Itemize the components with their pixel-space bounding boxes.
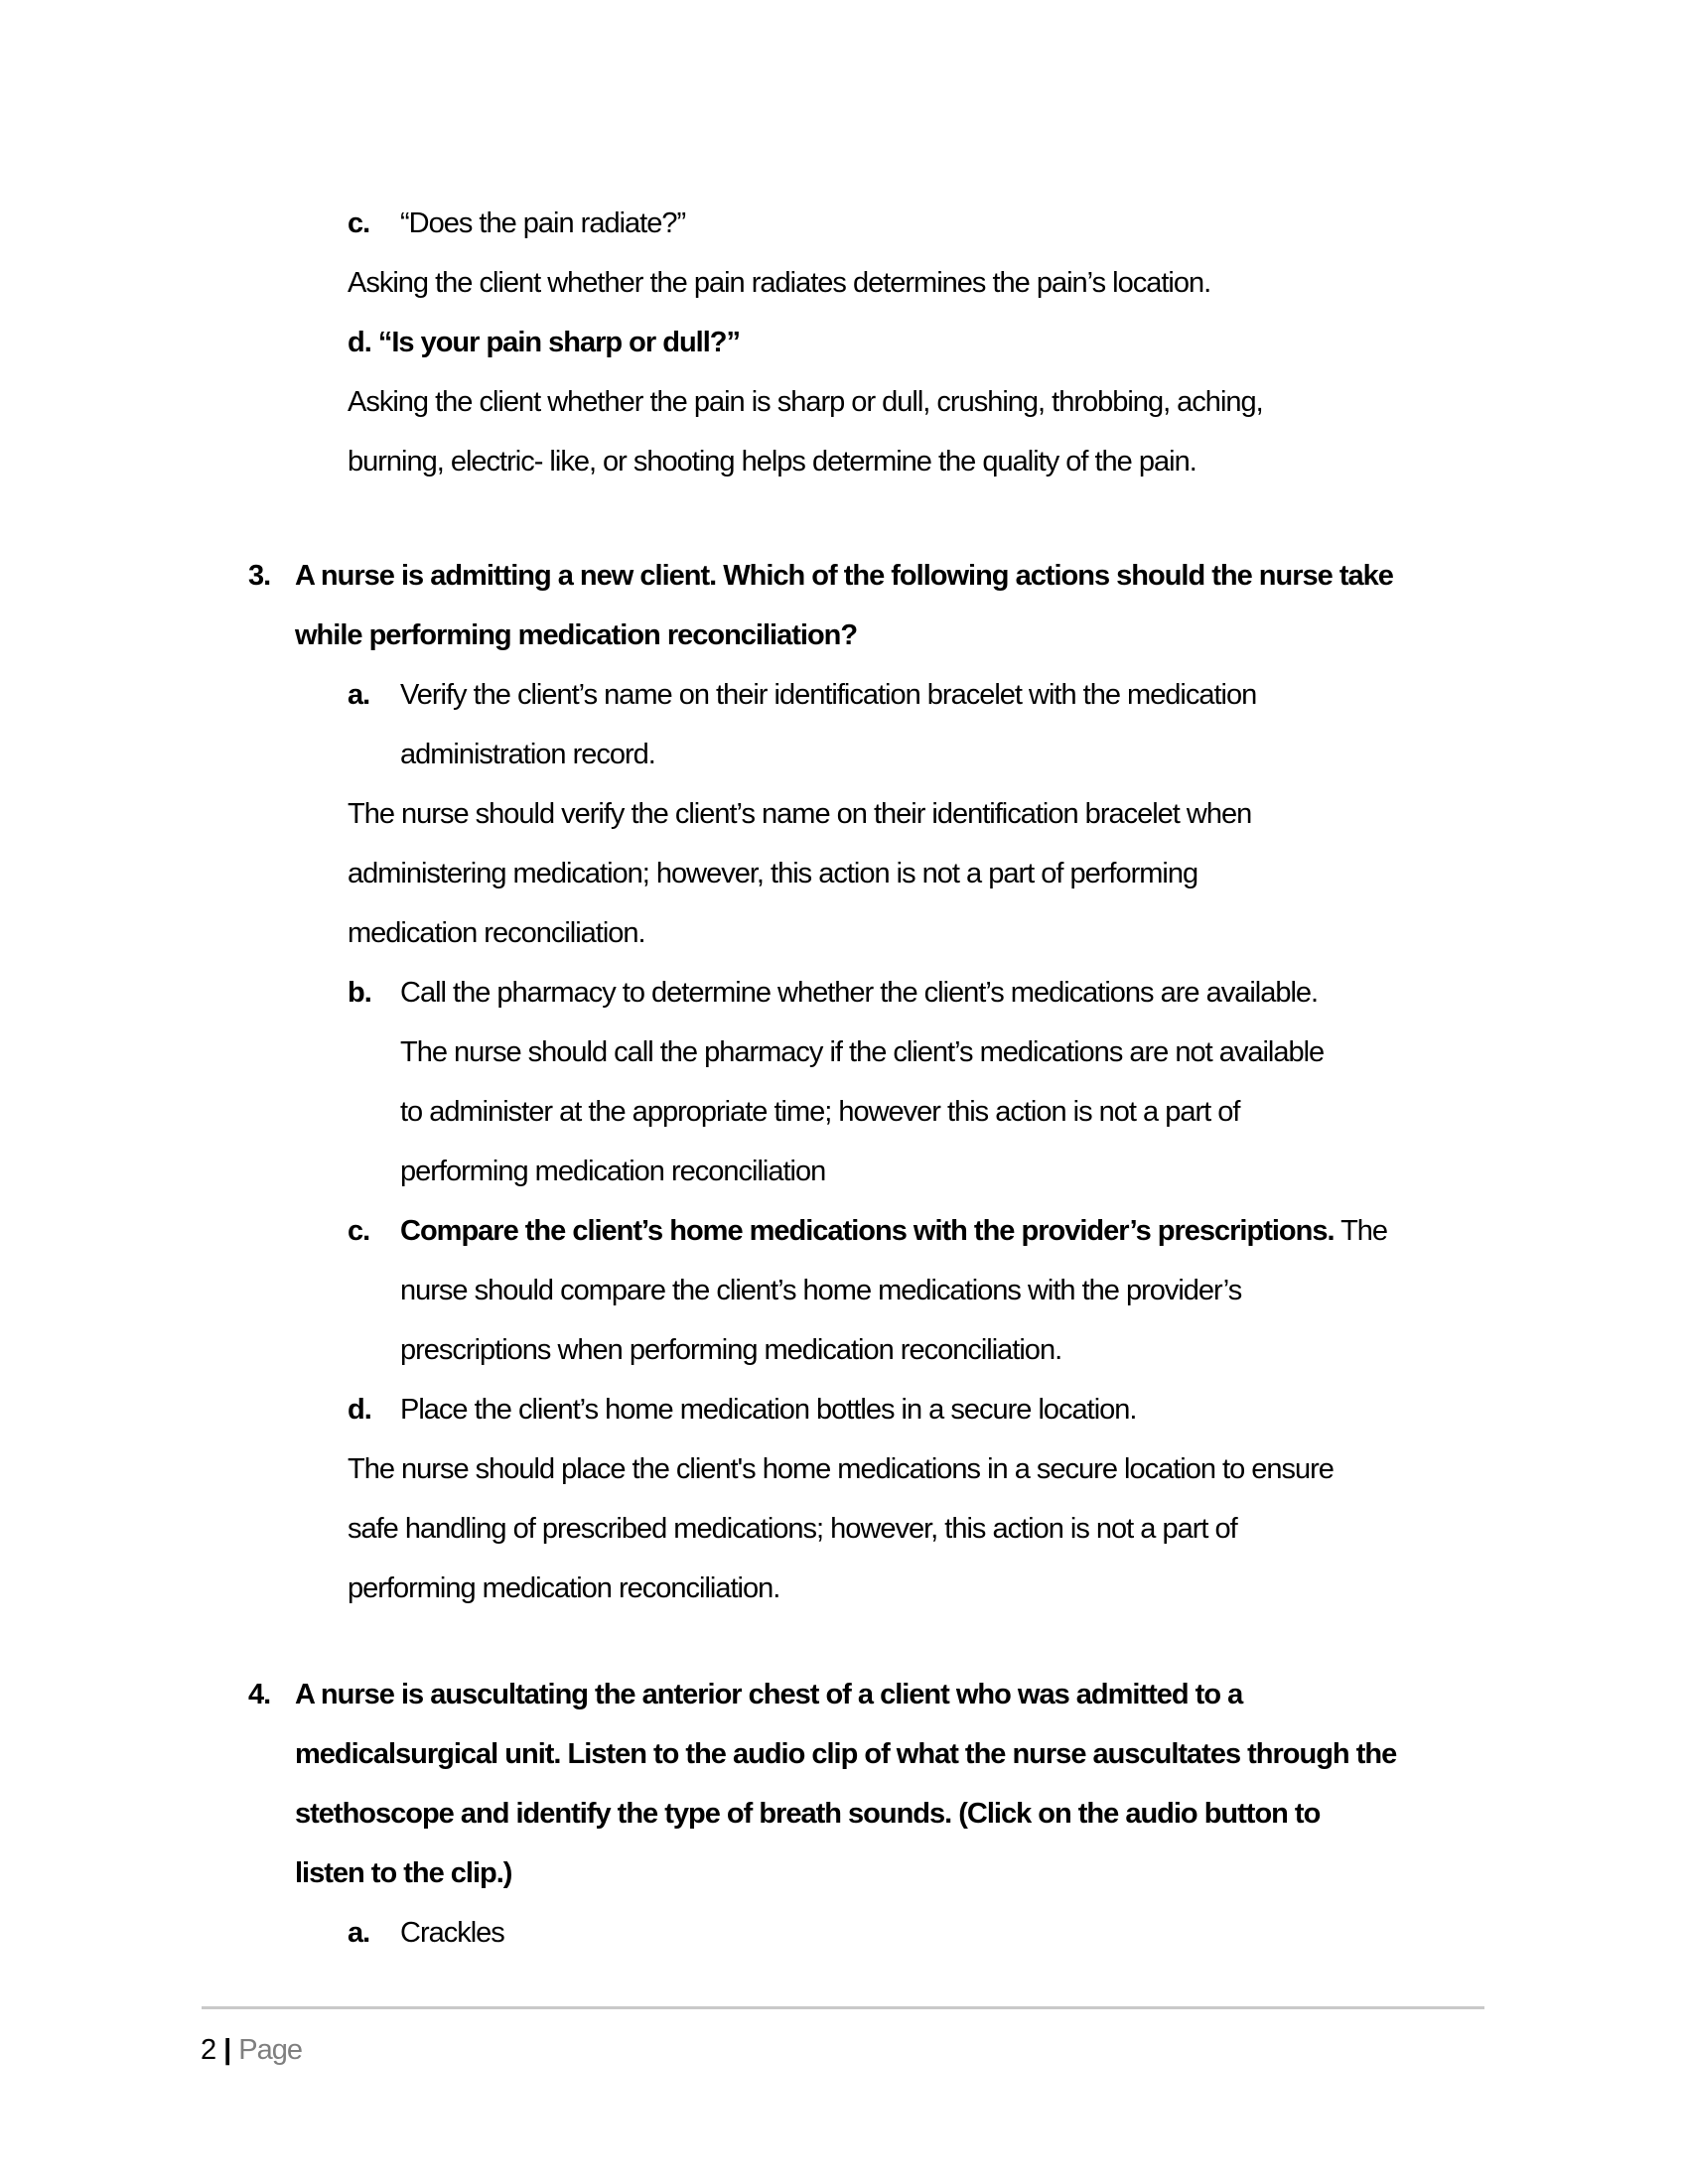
doc-text: administration record. [400, 739, 655, 770]
doc-line [348, 1903, 504, 1963]
doc-line [400, 1023, 1324, 1082]
doc-text: administering medication; however, this action is not a part of performing [348, 858, 1198, 889]
doc-line [348, 844, 1197, 903]
doc-tab-text [295, 546, 1393, 606]
doc-text-bold: Compare the client’s home medications with the provider’s prescriptions. [400, 1215, 1335, 1247]
doc-line [400, 1082, 1239, 1142]
doc-text: medication reconciliation. [348, 917, 645, 949]
doc-text-bold: a. [348, 1917, 370, 1949]
doc-line [348, 665, 1257, 725]
doc-text: Asking the client whether the pain is sharp or dull, crushing, throbbing, aching, [348, 386, 1263, 418]
doc-text-bold: listen to the clip.) [295, 1857, 512, 1889]
doc-text-bold: c. [348, 1215, 370, 1247]
doc-text-bold: 3. [248, 560, 271, 592]
doc-text-bold: b. [348, 977, 371, 1009]
page-footer [201, 2020, 302, 2080]
doc-text-bold: d. “Is your pain sharp or dull?” [348, 327, 740, 358]
doc-tab-text [295, 1665, 1242, 1724]
doc-text: Place the client’s home medication bottles in a secure location. [400, 1394, 1137, 1426]
doc-line [348, 313, 740, 372]
doc-text: performing medication reconciliation [400, 1156, 826, 1187]
footer-page-label: Page [238, 2034, 302, 2066]
doc-line [348, 1380, 1137, 1439]
doc-line [400, 1320, 1061, 1380]
doc-line [295, 606, 857, 665]
doc-text-bold: A nurse is auscultating the anterior chest of a client who was admitted to a [295, 1679, 1243, 1710]
doc-text: prescriptions when performing medication reconciliation. [400, 1334, 1062, 1366]
doc-line [248, 1665, 1243, 1724]
doc-text: The [1334, 1215, 1388, 1247]
doc-text-bold: stethoscope and identify the type of breath sounds. (Click on the audio button to [295, 1798, 1321, 1830]
doc-text-bold: medicalsurgical unit. Listen to the audio clip of what the nurse auscultates through the [295, 1738, 1397, 1770]
doc-text: Crackles [400, 1917, 504, 1949]
doc-text: safe handling of prescribed medications; however, this action is not a part of [348, 1513, 1237, 1545]
doc-line [348, 1499, 1237, 1559]
doc-text: nurse should compare the client’s home medications with the provider’s [400, 1275, 1242, 1306]
footer-separator: | [223, 2034, 231, 2066]
doc-line [348, 784, 1251, 844]
doc-line [348, 253, 1210, 313]
doc-text-bold: a. [348, 679, 370, 711]
doc-line [348, 372, 1263, 432]
doc-line [348, 1439, 1334, 1499]
doc-line [295, 1724, 1396, 1784]
doc-line [295, 1784, 1320, 1843]
doc-tab-text [400, 665, 1256, 725]
doc-text-bold: d. [348, 1394, 371, 1426]
doc-tab-text [400, 963, 1318, 1023]
doc-line [295, 1843, 511, 1903]
doc-text-bold: 4. [248, 1679, 271, 1710]
doc-line [348, 1559, 779, 1618]
doc-text: Call the pharmacy to determine whether the client’s medications are available. [400, 977, 1319, 1009]
doc-line [348, 963, 1319, 1023]
footer-page-number: 2 [201, 2034, 216, 2066]
doc-line [400, 1142, 825, 1201]
doc-text: burning, electric- like, or shooting helps determine the quality of the pain. [348, 446, 1196, 478]
doc-text: “Does the pain radiate?” [400, 207, 686, 239]
doc-text: Asking the client whether the pain radiates determines the pain’s location. [348, 267, 1211, 299]
doc-text: The nurse should verify the client’s name on their identification bracelet when [348, 798, 1252, 830]
doc-line [248, 546, 1393, 606]
doc-text-bold: c. [348, 207, 370, 239]
footer-divider-rule [202, 2006, 1484, 2009]
doc-text-bold: while performing medication reconciliation? [295, 619, 858, 651]
doc-text: The nurse should call the pharmacy if the client’s medications are not available [400, 1036, 1325, 1068]
doc-text: performing medication reconciliation. [348, 1572, 780, 1604]
doc-tab-text [400, 1201, 1387, 1261]
doc-line [348, 194, 686, 253]
doc-tab-text [400, 1903, 504, 1963]
doc-tab-text [400, 1380, 1136, 1439]
doc-text-bold: A nurse is admitting a new client. Which of the following actions should the nurse take [295, 560, 1393, 592]
doc-line [400, 725, 655, 784]
doc-line [400, 1261, 1241, 1320]
doc-text: The nurse should place the client's home medications in a secure location to ensure [348, 1453, 1334, 1485]
doc-line [348, 903, 645, 963]
doc-text: to administer at the appropriate time; however this action is not a part of [400, 1096, 1240, 1128]
doc-line [348, 1201, 1388, 1261]
doc-text: Verify the client’s name on their identification bracelet with the medication [400, 679, 1257, 711]
doc-line [348, 432, 1196, 491]
doc-tab-text [400, 194, 685, 253]
